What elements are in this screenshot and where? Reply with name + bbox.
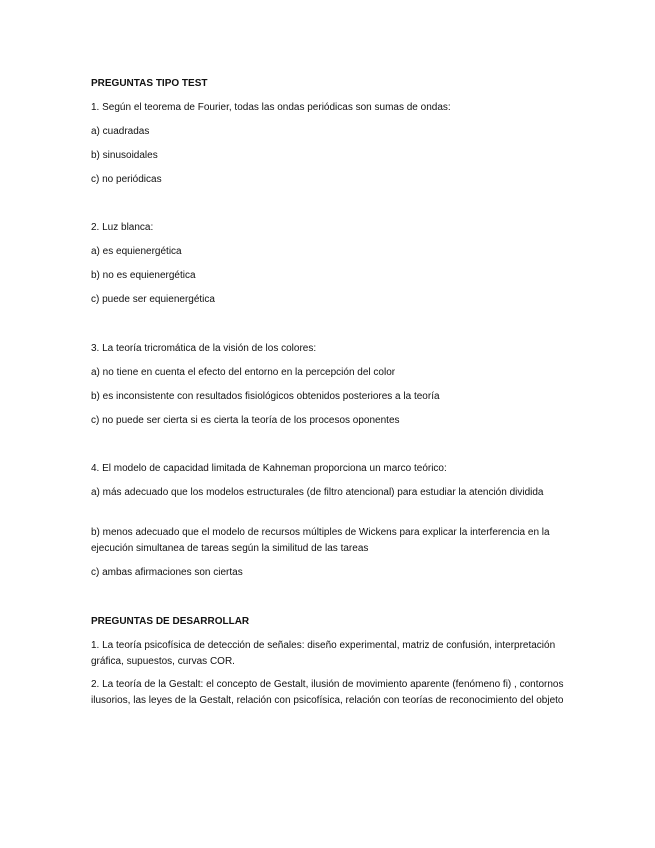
question-3-option-a: a) no tiene en cuenta el efecto del entorno en la percepción del color: [91, 367, 396, 378]
essay-section-heading: PREGUNTAS DE DESARROLLAR: [91, 616, 250, 627]
test-section-heading: PREGUNTAS TIPO TEST: [91, 78, 208, 89]
question-1-option-b: b) sinusoidales: [91, 150, 158, 161]
question-4-option-c: c) ambas afirmaciones son ciertas: [91, 567, 243, 578]
question-1-text: 1. Según el teorema de Fourier, todas las ondas periódicas son sumas de ondas:: [91, 102, 451, 113]
question-4-option-a: a) más adecuado que los modelos estructurales (de filtro atencional) para estudiar la atención dividida: [91, 487, 544, 498]
question-4-text: 4. El modelo de capacidad limitada de Kahneman proporciona un marco teórico:: [91, 463, 447, 474]
essay-item-2: 2. La teoría de la Gestalt: el concepto de Gestalt, ilusión de movimiento aparente (fenómeno fi) , contornos ilusorios, las leyes de la Gestalt, relación con psicofísica, relación con teorías de reconocimiento del objeto: [91, 679, 564, 706]
question-3-option-b: b) es inconsistente con resultados fisiológicos obtenidos posteriores a la teoría: [91, 391, 440, 402]
essay-item-1: 1. La teoría psicofísica de detección de señales: diseño experimental, matriz de confusión, interpretación gráfica, supuestos, curvas COR.: [91, 640, 556, 667]
question-2-option-c: c) puede ser equienergética: [91, 294, 215, 305]
question-3-option-c: c) no puede ser cierta si es cierta la teoría de los procesos oponentes: [91, 415, 400, 426]
question-2-text: 2. Luz blanca:: [91, 222, 154, 233]
question-2-option-a: a) es equienergética: [91, 246, 182, 257]
question-1-option-a: a) cuadradas: [91, 126, 150, 137]
question-4-option-b: b) menos adecuado que el modelo de recursos múltiples de Wickens para explicar la interferencia en la ejecución simultanea de tareas según la similitud de las tareas: [91, 527, 550, 554]
question-1-option-c: c) no periódicas: [91, 174, 162, 185]
question-3-text: 3. La teoría tricromática de la visión de los colores:: [91, 343, 317, 354]
question-2-option-b: b) no es equienergética: [91, 270, 196, 281]
